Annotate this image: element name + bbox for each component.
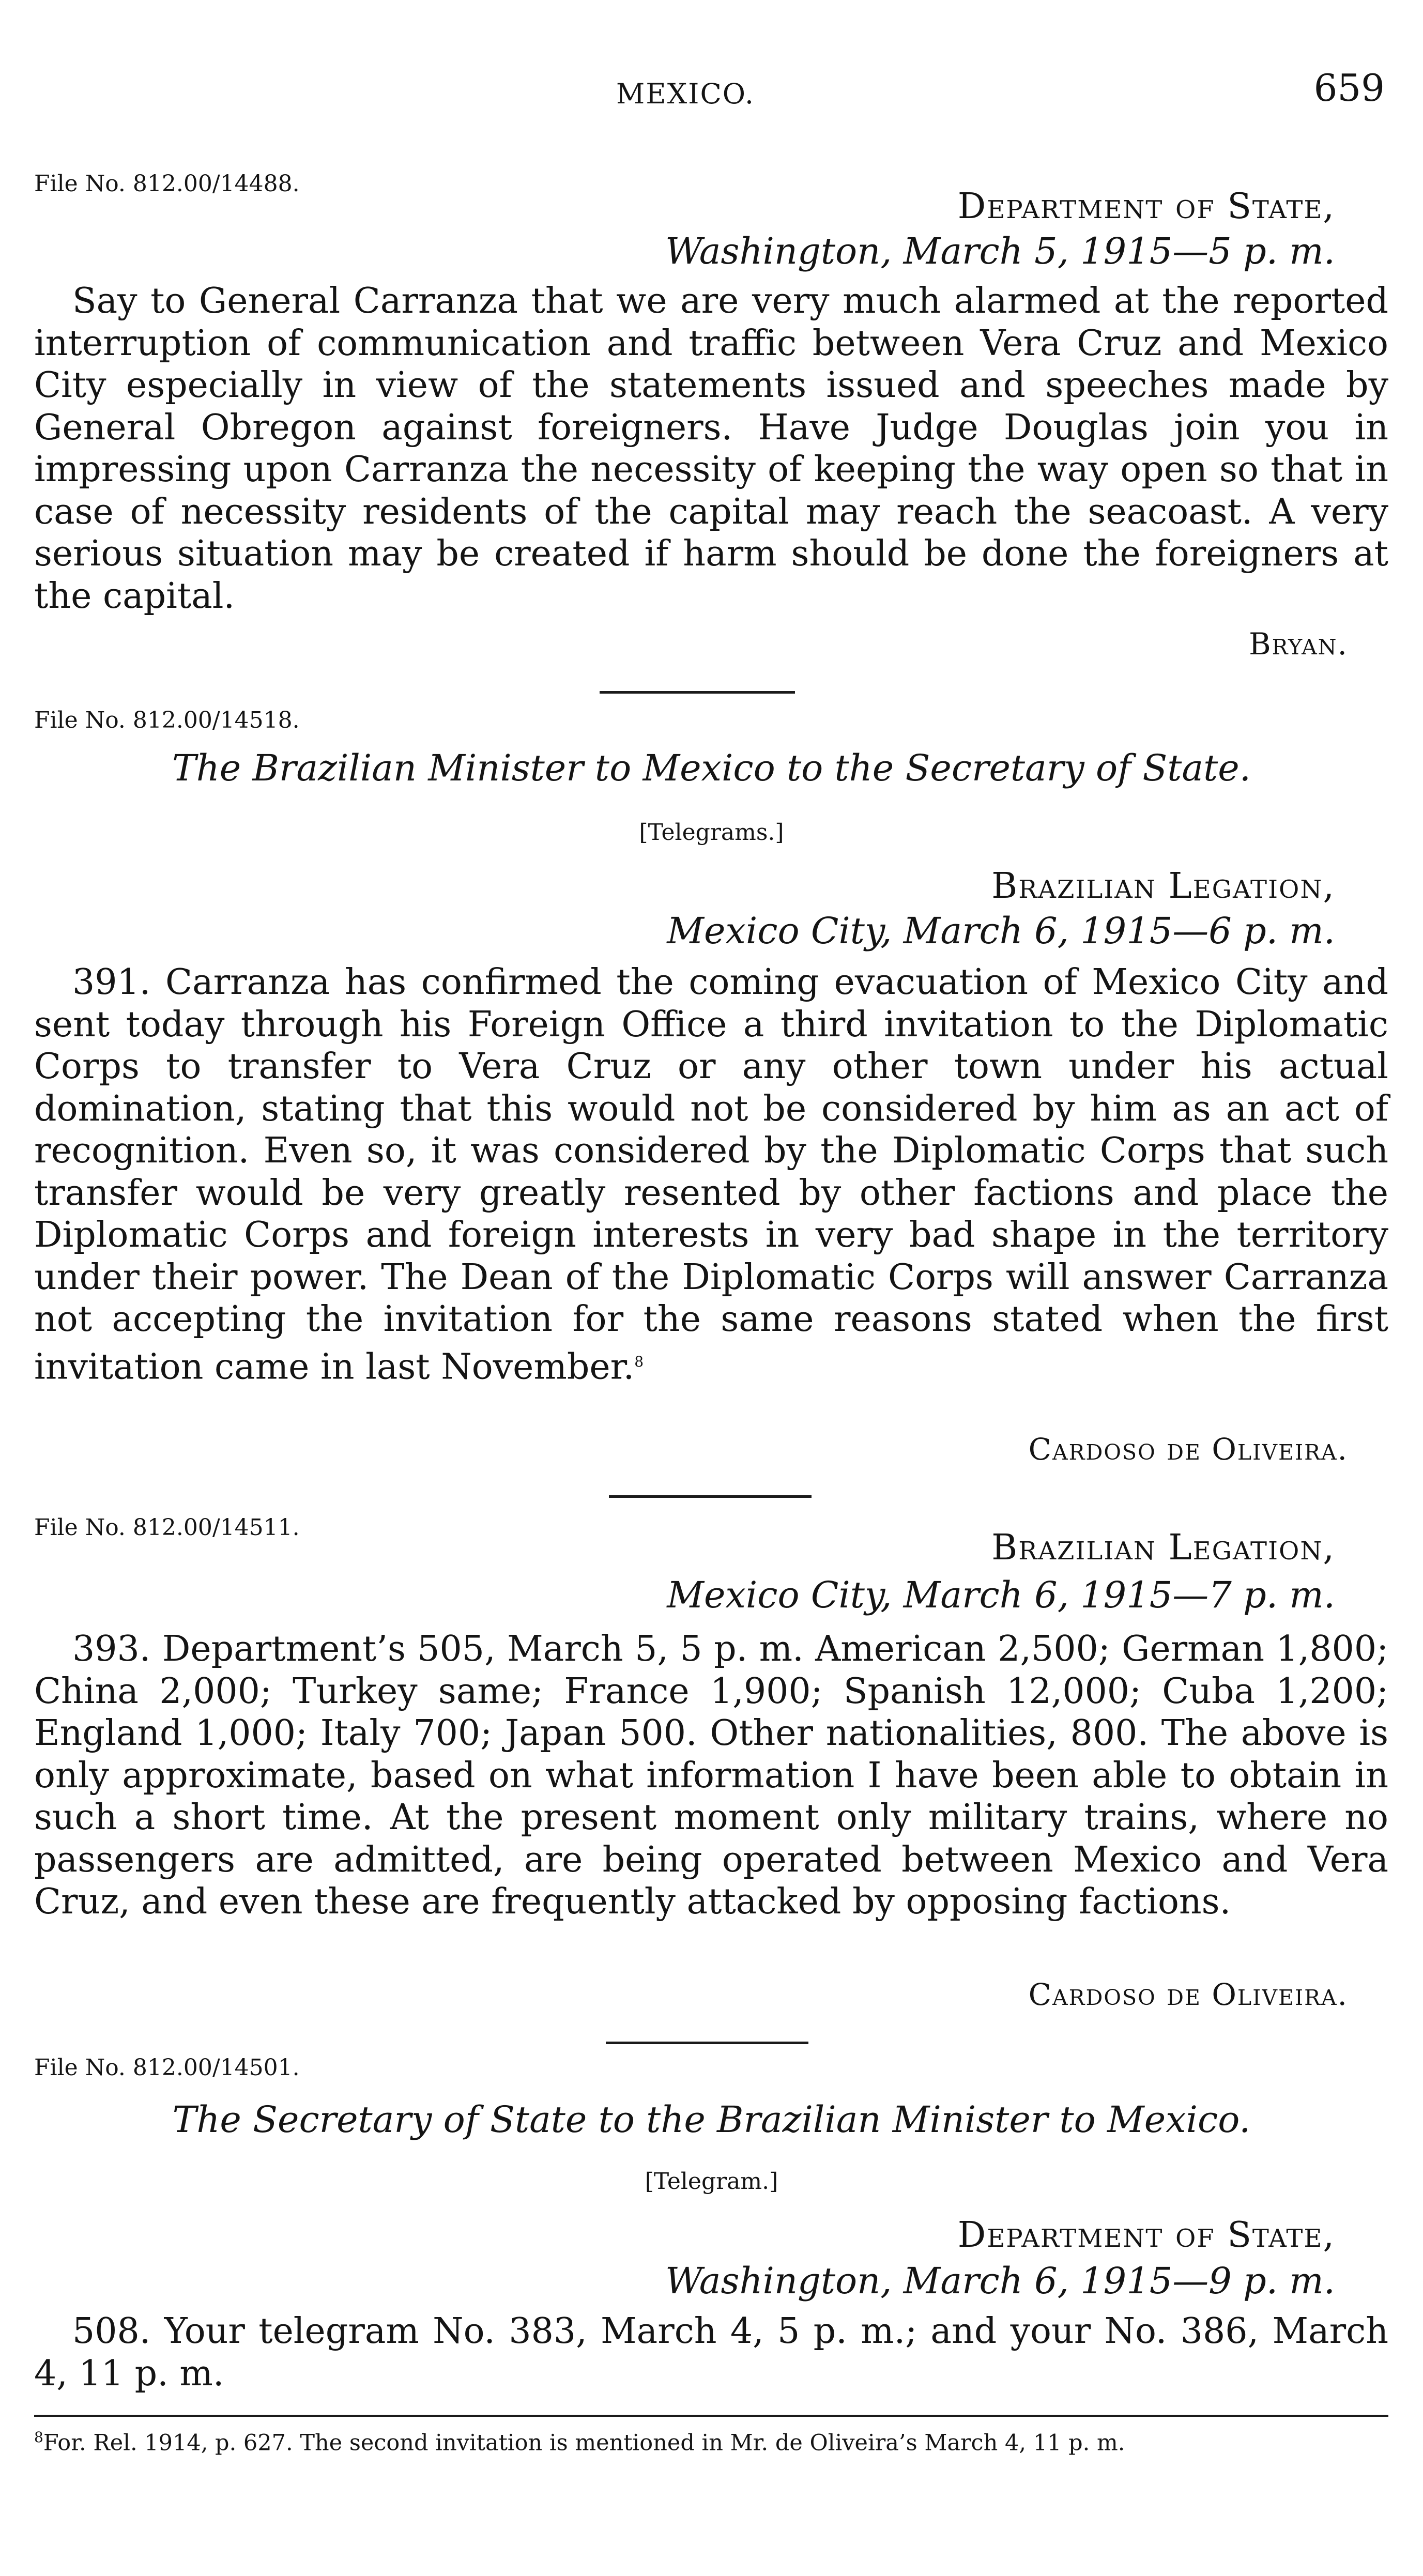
origin: Brazilian Legation,: [991, 1527, 1335, 1568]
place-date: Washington, March 6, 1915—9 p. m.: [665, 2260, 1335, 2302]
body-text: 391. Carranza has confirmed the coming evacuation of Mexico City and sent today through his Foreign Office a third invitation to the Diplomatic Corps to transfer to Vera Cruz or any other town under his actual domination, stating that this would not be considered by him as an act of recognition. Even so, it was considered by the Diplomatic Corps that such transfer would be very greatly resented by other factions and place the Diplomatic Corps and foreign interests in very bad shape in the territory under their power. The Dean of the Diplomatic Corps will answer Carranza not accepting the invitation for the same reasons stated when the first invitation came in last November.: [34, 962, 1388, 1388]
page-number: 659: [1313, 66, 1385, 110]
file-number: File No. 812.00/14501.: [34, 2054, 300, 2081]
footnote-rule: [34, 2415, 1388, 2417]
separator-rule: [606, 2042, 808, 2044]
footnote: [34, 2424, 1388, 2456]
message-body: 393. Department’s 505, March 5, 5 p. m. American 2,500; German 1,800; China 2,000; Turkey same; France 1,900; Spanish 12,000; Cuba 1,200; England 1,000; Italy 700; Japan 500. Other nationalities, 800. The above is only approximate, based on what information I have been able to obtain in such a short time. At the present moment only military trains, where no passengers are admitted, are being operated between Mexico and Vera Cruz, and even these are frequently attacked by opposing factions.: [34, 1629, 1388, 1922]
place-date: Washington, March 5, 1915—5 p. m.: [665, 230, 1335, 272]
separator-rule: [609, 1495, 812, 1498]
footnote-mark: 8: [34, 2429, 43, 2446]
file-number: File No. 812.00/14518.: [34, 707, 300, 733]
place-date: Mexico City, March 6, 1915—7 p. m.: [667, 1574, 1335, 1616]
message-body: [34, 961, 1388, 1388]
footnote-reference: 8: [634, 1353, 644, 1370]
origin: Brazilian Legation,: [991, 866, 1335, 907]
place-date: Mexico City, March 6, 1915—6 p. m.: [667, 910, 1335, 952]
message-body: Say to General Carranza that we are very much alarmed at the reported interruption of communication and traffic between Vera Cruz and Mexico City especially in view of the statements issued and speeches made by General Obregon against foreigners. Have Judge Douglas join you in impressing upon Carranza the necessity of keeping the way open so that in case of necessity residents of the capital may reach the seacoast. A very serious situation may be created if harm should be done the foreigners at the capital.: [34, 281, 1388, 617]
file-number: File No. 812.00/14511.: [34, 1514, 300, 1541]
footnote-text: For. Rel. 1914, p. 627. The second invitation is mentioned in Mr. de Oliveira’s March 4, 11 p. m.: [43, 2430, 1125, 2456]
origin: Department of State,: [957, 186, 1335, 227]
document-heading: The Secretary of State to the Brazilian Minister to Mexico.: [172, 2098, 1251, 2141]
signature: Bryan.: [1248, 626, 1348, 662]
file-number: File No. 812.00/14488.: [34, 171, 300, 197]
signature: Cardoso de Oliveira.: [1028, 1432, 1348, 1467]
document-heading: The Brazilian Minister to Mexico to the Secretary of State.: [172, 747, 1251, 789]
origin: Department of State,: [957, 2215, 1335, 2256]
running-title: MEXICO.: [616, 78, 755, 110]
telegram-note: [Telegram.]: [645, 2168, 778, 2195]
message-body: 508. Your telegram No. 383, March 4, 5 p. m.; and your No. 386, March 4, 11 p. m.: [34, 2311, 1388, 2394]
telegram-note: [Telegrams.]: [639, 819, 784, 846]
signature: Cardoso de Oliveira.: [1028, 1977, 1348, 2012]
separator-rule: [600, 691, 795, 694]
